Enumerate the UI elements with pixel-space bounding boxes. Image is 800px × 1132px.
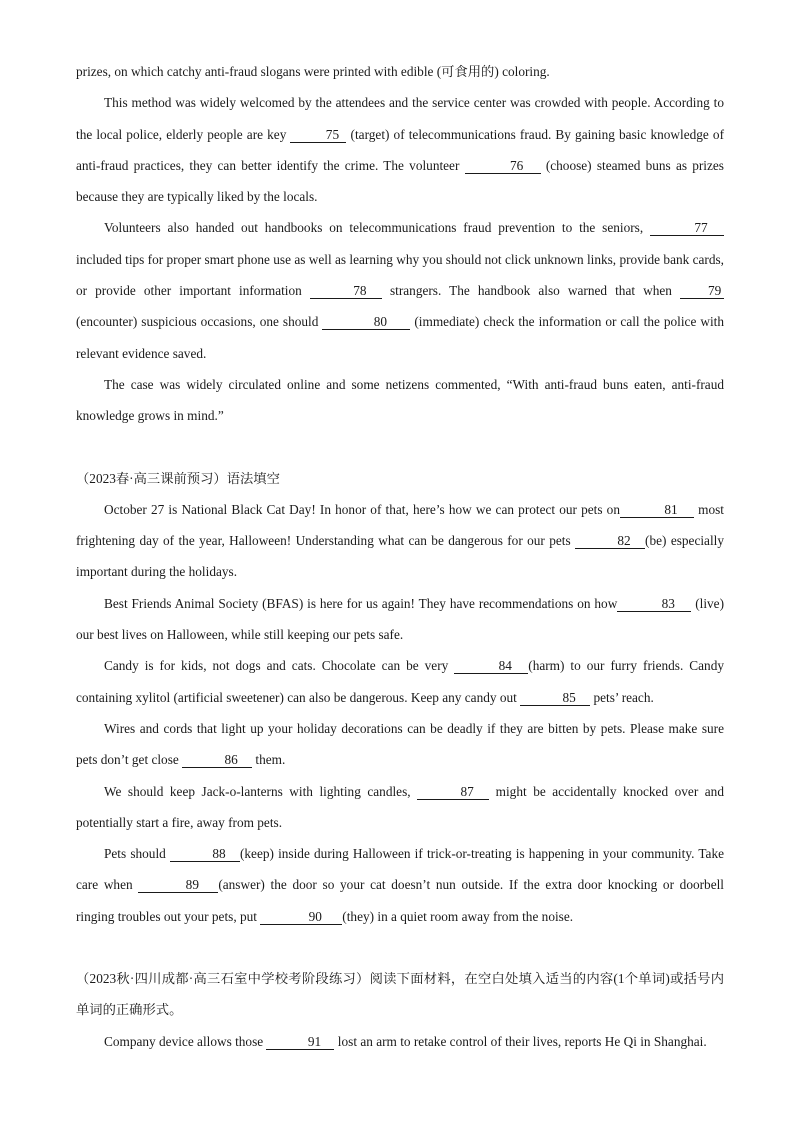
answer-blank-85: 85 (520, 691, 590, 706)
paragraph: This method was widely welcomed by the attendees and the service center was crowded with people. According to the local police, elderly people are key 75 (target) of telecommunications fraud. By gaining basic knowledge of anti-fraud practices, they can better identify the crime. The volunteer 76 (choose) steamed buns as prizes because they are typically liked by the locals. (76, 95, 724, 205)
paragraph: Best Friends Animal Society (BFAS) is here for us again! They have recommendations on how 83 (live) our best lives on Halloween, while still keeping our pets safe. (76, 595, 724, 643)
answer-blank-89: 89 (138, 878, 218, 893)
answer-blank-80: 80 (322, 315, 410, 330)
answer-blank-91: 91 (266, 1035, 334, 1050)
answer-blank-86: 86 (182, 753, 252, 768)
answer-blank-77: 77 (650, 221, 724, 236)
answer-blank-76: 76 (465, 159, 541, 174)
answer-blank-82: 82 (575, 534, 645, 549)
answer-blank-90: 90 (260, 910, 342, 925)
paragraph: prizes, on which catchy anti-fraud slogans were printed with edible (可食用的) coloring. (76, 64, 550, 79)
paragraph: Pets should 88 (keep) inside during Halloween if trick-or-treating is happening in your community. Take care when 89 (answer) the door so your cat doesn’t nun outside. If the extra door knocking or doorbell ringing troubles out your pets, put 90 (they) in a quiet room away from the noise. (76, 846, 724, 924)
answer-blank-84: 84 (454, 659, 528, 674)
answer-blank-78: 78 (310, 284, 382, 299)
answer-blank-75: 75 (290, 128, 346, 143)
answer-blank-83: 83 (617, 597, 691, 612)
section-heading: （2023秋·四川成都·高三石室中学校考阶段练习）阅读下面材料，在空白处填入适当的内容(1个单词)或括号内单词的正确形式。 (76, 971, 724, 1018)
paragraph: We should keep Jack-o-lanterns with lighting candles, 87 might be accidentally knocked over and potentially start a fire, away from pets. (76, 783, 724, 830)
answer-blank-79: 79 (680, 284, 724, 299)
paragraph: October 27 is National Black Cat Day! In honor of that, here’s how we can protect our pets on 81 most frightening day of the year, Halloween! Understanding what can be dangerous for our pets 82 (be) especially important during the holidays. (76, 501, 724, 580)
paragraph: Company device allows those 91 lost an arm to retake control of their lives, reports He Qi in Shanghai. (104, 1033, 707, 1049)
paragraph: Volunteers also handed out handbooks on telecommunications fraud prevention to the seniors, 77 included tips for proper smart phone use as well as learning why you should not click unknown links, provide bank cards, or provide other important information 78 strangers. The handbook also warned that when 79 (encounter) suspicious occasions, one should 80 (immediate) check the information or call the police with relevant evidence saved. (76, 220, 724, 361)
section-heading: （2023春·高三课前预习）语法填空 (76, 470, 280, 486)
paragraph: The case was widely circulated online and some netizens commented, “With anti-fraud buns eaten, anti-fraud knowledge grows in mind.” (76, 376, 724, 424)
answer-blank-87: 87 (417, 785, 489, 800)
answer-blank-88: 88 (170, 847, 240, 862)
paragraph: Wires and cords that light up your holiday decorations can be deadly if they are bitten by pets. Please make sure pets don’t get close 86 them. (76, 720, 724, 768)
document-page (76, 56, 724, 1057)
answer-blank-81: 81 (620, 503, 694, 518)
paragraph: Candy is for kids, not dogs and cats. Chocolate can be very 84 (harm) to our furry friends. Candy containing xylitol (artificial sweetener) can also be dangerous. Keep any candy out 85 pets’ reach. (76, 658, 724, 705)
